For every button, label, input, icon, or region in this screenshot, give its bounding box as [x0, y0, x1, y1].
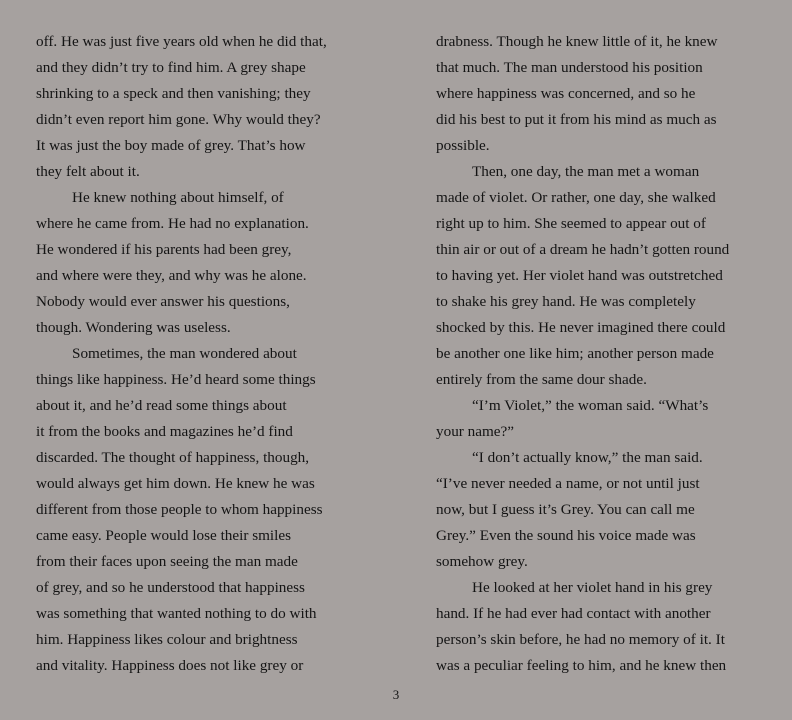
text-line: from their faces upon seeing the man made — [36, 553, 298, 570]
text-line: to shake his grey hand. He was completely — [436, 293, 696, 310]
text-line: right up to him. She seemed to appear out of — [436, 215, 706, 232]
text-line: off. He was just five years old when he did that, — [36, 33, 327, 50]
text-line: and vitality. Happiness does not like grey or — [36, 657, 304, 674]
text-line: drabness. Though he knew little of it, he knew — [436, 33, 718, 50]
text-line: person’s skin before, he had no memory of it. It — [436, 631, 725, 648]
text-line: though. Wondering was useless. — [36, 319, 231, 336]
text-line: made of violet. Or rather, one day, she walked — [436, 189, 716, 206]
text-line: that much. The man understood his position — [436, 59, 703, 76]
text-line: and where were they, and why was he alone. — [36, 267, 307, 284]
text-line: somehow grey. — [436, 553, 528, 570]
text-line: Grey.” Even the sound his voice made was — [436, 527, 696, 544]
text-line: it from the books and magazines he’d find — [36, 423, 293, 440]
text-line: “I don’t actually know,” the man said. — [472, 449, 703, 466]
text-line: now, but I guess it’s Grey. You can call me — [436, 501, 695, 518]
text-line: and they didn’t try to find him. A grey shape — [36, 59, 306, 76]
text-line: It was just the boy made of grey. That’s how — [36, 137, 306, 154]
text-line: Sometimes, the man wondered about — [72, 345, 297, 362]
text-line: to having yet. Her violet hand was outstretched — [436, 267, 723, 284]
text-line: He looked at her violet hand in his grey — [472, 579, 713, 596]
left-text-column — [36, 29, 386, 679]
text-line: did his best to put it from his mind as much as — [436, 111, 717, 128]
page-number: 3 — [392, 687, 400, 702]
text-line: about it, and he’d read some things about — [36, 397, 287, 414]
text-line: your name?” — [436, 423, 515, 440]
text-line: him. Happiness likes colour and brightness — [36, 631, 298, 648]
text-line: be another one like him; another person made — [436, 345, 714, 362]
text-line: hand. If he had ever had contact with another — [436, 605, 711, 622]
text-line: was a peculiar feeling to him, and he knew then — [436, 657, 727, 674]
text-line: things like happiness. He’d heard some things — [36, 371, 316, 388]
text-line: shrinking to a speck and then vanishing; they — [36, 85, 311, 102]
text-line: thin air or out of a dream he hadn’t gotten round — [436, 241, 730, 258]
text-line: they felt about it. — [36, 163, 140, 180]
text-line: came easy. People would lose their smiles — [36, 527, 292, 544]
text-line: shocked by this. He never imagined there could — [436, 319, 726, 336]
text-line: possible. — [436, 137, 490, 154]
text-line: discarded. The thought of happiness, though, — [36, 449, 310, 466]
right-text-column — [436, 29, 776, 679]
text-line: was something that wanted nothing to do with — [36, 605, 317, 622]
text-line: He wondered if his parents had been grey, — [36, 241, 292, 258]
text-line: “I’ve never needed a name, or not until just — [436, 475, 700, 492]
text-line: “I’m Violet,” the woman said. “What’s — [472, 397, 709, 414]
text-line: He knew nothing about himself, of — [72, 189, 284, 206]
text-line: of grey, and so he understood that happiness — [36, 579, 305, 596]
text-line: where happiness was concerned, and so he — [436, 85, 696, 102]
text-line: entirely from the same dour shade. — [436, 371, 647, 388]
text-line: where he came from. He had no explanation. — [36, 215, 309, 232]
text-line: didn’t even report him gone. Why would they? — [36, 111, 321, 128]
text-line: would always get him down. He knew he was — [36, 475, 315, 492]
text-line: Then, one day, the man met a woman — [472, 163, 700, 180]
text-line: different from those people to whom happiness — [36, 501, 323, 518]
text-line: Nobody would ever answer his questions, — [36, 293, 290, 310]
